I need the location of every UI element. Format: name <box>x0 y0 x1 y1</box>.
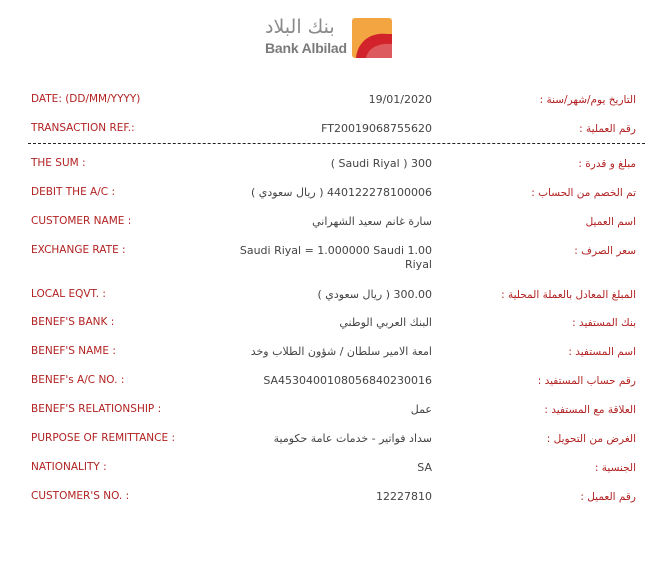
beneficiary-account-label-ar: رقم حساب المستفيد : <box>537 375 636 387</box>
beneficiary-relationship-value: عمل <box>410 403 432 416</box>
nationality-label-ar: الجنسية : <box>594 462 636 474</box>
beneficiary-account-value: SA4530400108056840230016 <box>263 374 432 387</box>
sum-label: THE SUM : <box>31 157 86 169</box>
beneficiary-name-label-ar: اسم المستفيد : <box>568 346 636 358</box>
row-customer-name <box>0 215 651 235</box>
purpose-label: PURPOSE OF REMITTANCE : <box>31 432 175 444</box>
exchange-rate-label-ar: سعر الصرف : <box>574 245 636 257</box>
row-beneficiary-relationship <box>0 403 651 423</box>
row-exchange-rate <box>0 244 651 276</box>
debit-account-value: ( ريال سعودي ) 440122278100006 <box>250 186 432 199</box>
beneficiary-relationship-label-ar: العلاقة مع المستفيد : <box>544 404 636 416</box>
row-local-equivalent <box>0 288 651 308</box>
date-value: 19/01/2020 <box>368 93 432 106</box>
row-purpose <box>0 432 651 452</box>
row-debit-account <box>0 186 651 206</box>
row-beneficiary-name <box>0 345 651 365</box>
customer-name-label: CUSTOMER NAME : <box>31 215 132 227</box>
dashed-divider <box>28 143 645 144</box>
beneficiary-account-label: BENEF's A/C NO. : <box>31 374 125 386</box>
beneficiary-bank-label-ar: بنك المستفيد : <box>572 317 636 329</box>
transaction-ref-value: FT20019068755620 <box>321 122 432 135</box>
purpose-label-ar: الغرض من التحويل : <box>546 433 636 445</box>
beneficiary-bank-value: البنك العربي الوطني <box>339 316 432 329</box>
logo-name-arabic: بنك البلاد <box>265 16 335 38</box>
local-equivalent-label: LOCAL EQVT. : <box>31 288 106 300</box>
sum-value: ( Saudi Riyal ) 300 <box>330 157 432 170</box>
beneficiary-name-value: امعة الامير سلطان / شؤون الطلاب وخد <box>250 345 432 358</box>
exchange-rate-label: EXCHANGE RATE : <box>31 244 126 256</box>
row-beneficiary-account <box>0 374 651 394</box>
customer-name-value: سارة غانم سعيد الشهراني <box>312 215 432 228</box>
row-nationality <box>0 461 651 481</box>
local-equivalent-label-ar: المبلغ المعادل بالعملة المحلية : <box>501 289 636 301</box>
debit-account-label: DEBIT THE A/C : <box>31 186 115 198</box>
customer-name-label-ar: اسم العميل <box>585 216 636 228</box>
nationality-label: NATIONALITY : <box>31 461 107 473</box>
local-equivalent-value: ( ريال سعودي ) 300.00 <box>317 288 432 301</box>
transaction-ref-label-ar: رقم العملية : <box>579 123 636 135</box>
transaction-ref-label: TRANSACTION REF.: <box>31 122 135 134</box>
row-date <box>0 93 651 113</box>
row-beneficiary-bank <box>0 316 651 336</box>
debit-account-label-ar: تم الخصم من الحساب : <box>531 187 636 199</box>
sum-label-ar: مبلغ و قدرة : <box>578 158 636 170</box>
exchange-rate-value-continued: Riyal <box>404 258 432 271</box>
row-transaction-ref <box>0 122 651 142</box>
purpose-value: سداد فواتير - خدمات عامة حكومية <box>273 432 432 445</box>
beneficiary-name-label: BENEF'S NAME : <box>31 345 116 357</box>
customer-number-value: 12227810 <box>376 490 432 503</box>
date-label: DATE: (DD/MM/YYYY) <box>31 93 141 105</box>
row-sum <box>0 157 651 177</box>
exchange-rate-value: Saudi Riyal = 1.000000 Saudi 1.00 <box>239 244 432 257</box>
beneficiary-relationship-label: BENEF'S RELATIONSHIP : <box>31 403 162 415</box>
row-customer-number <box>0 490 651 510</box>
bank-logo-icon <box>352 18 392 58</box>
bank-logo <box>265 16 395 62</box>
beneficiary-bank-label: BENEF'S BANK : <box>31 316 115 328</box>
nationality-value: SA <box>417 461 432 474</box>
logo-name-english: Bank Albilad <box>265 40 347 56</box>
customer-number-label-ar: رقم العميل : <box>580 491 636 503</box>
customer-number-label: CUSTOMER'S NO. : <box>31 490 130 502</box>
date-label-ar: التاريخ يوم/شهر/سنة : <box>539 94 636 106</box>
